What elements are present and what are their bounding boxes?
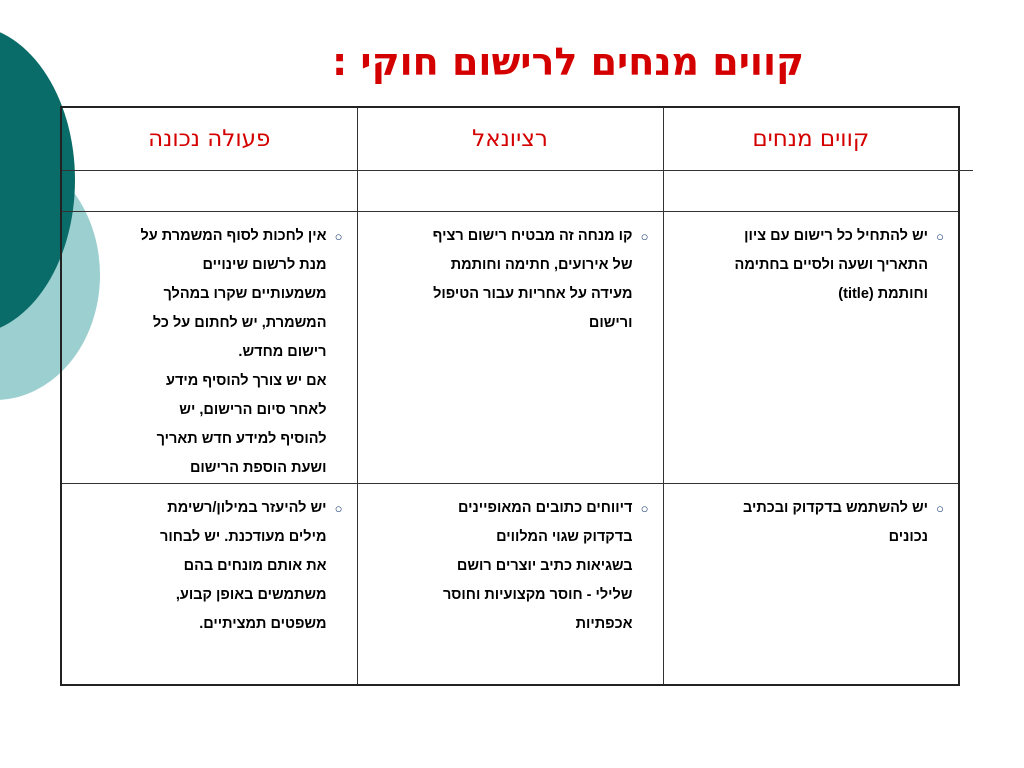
empty-cell: [61, 171, 357, 212]
bullet-icon: ○: [640, 229, 649, 244]
guideline-text: יש להשתמש בדקדוק ובכתיב נכונים: [742, 500, 928, 545]
table-header-row: [61, 107, 959, 171]
guideline-cell: [663, 212, 959, 484]
bullet-icon: ○: [640, 501, 649, 516]
header-correct-action: פעולה נכונה: [61, 107, 357, 171]
action-text: אין לחכות לסוף המשמרת על מנת לרשום שינויים משמעותיים שקרו במהלך המשמרת, יש לחתום על כל רישום מחדש. אם יש צורך להוסיף מידע לאחר סיום הרישום, יש להוסיף למידע חדש תאריך ושעת הוספת הרישום: [140, 228, 327, 476]
guidelines-table: [60, 106, 960, 686]
bullet-icon: ○: [334, 229, 343, 244]
empty-cell: [663, 171, 959, 212]
rationale-text: דיווחים כתובים המאופיינים בדקדוק שגוי המלווים בשגיאות כתיב יוצרים רושם שלילי - חוסר מקצועיות וחוסר אכפתיות: [442, 500, 633, 632]
rationale-cell: [357, 484, 663, 686]
action-cell: [61, 484, 357, 686]
bullet-icon: ○: [936, 229, 944, 244]
rationale-cell: [357, 212, 663, 484]
horizontal-rule: [153, 170, 973, 171]
slide-title: קווים מנחים לרישום חוקי :: [332, 40, 804, 84]
bullet-icon: ○: [936, 501, 944, 516]
bullet-icon: ○: [334, 501, 343, 516]
header-rationale: רציונאל: [357, 107, 663, 171]
table-row: [61, 484, 959, 686]
empty-cell: [357, 171, 663, 212]
table-row: [61, 212, 959, 484]
table-spacer-row: [61, 171, 959, 212]
guideline-cell: [663, 484, 959, 686]
guideline-text: יש להתחיל כל רישום עם ציון התאריך ושעה ולסיים בחתימה וחותמת (title): [734, 228, 928, 302]
action-text: יש להיעזר במילון/רשימת מילים מעודכנת. יש לבחור את אותם מונחים בהם משתמשים באופן קבוע, משפטים תמציתיים.: [160, 500, 327, 632]
header-guidelines: קווים מנחים: [663, 107, 959, 171]
rationale-text: קו מנחה זה מבטיח רישום רציף של אירועים, חתימה וחותמת מעידה על אחריות עבור הטיפול ורישום: [432, 228, 633, 331]
action-cell: [61, 212, 357, 484]
